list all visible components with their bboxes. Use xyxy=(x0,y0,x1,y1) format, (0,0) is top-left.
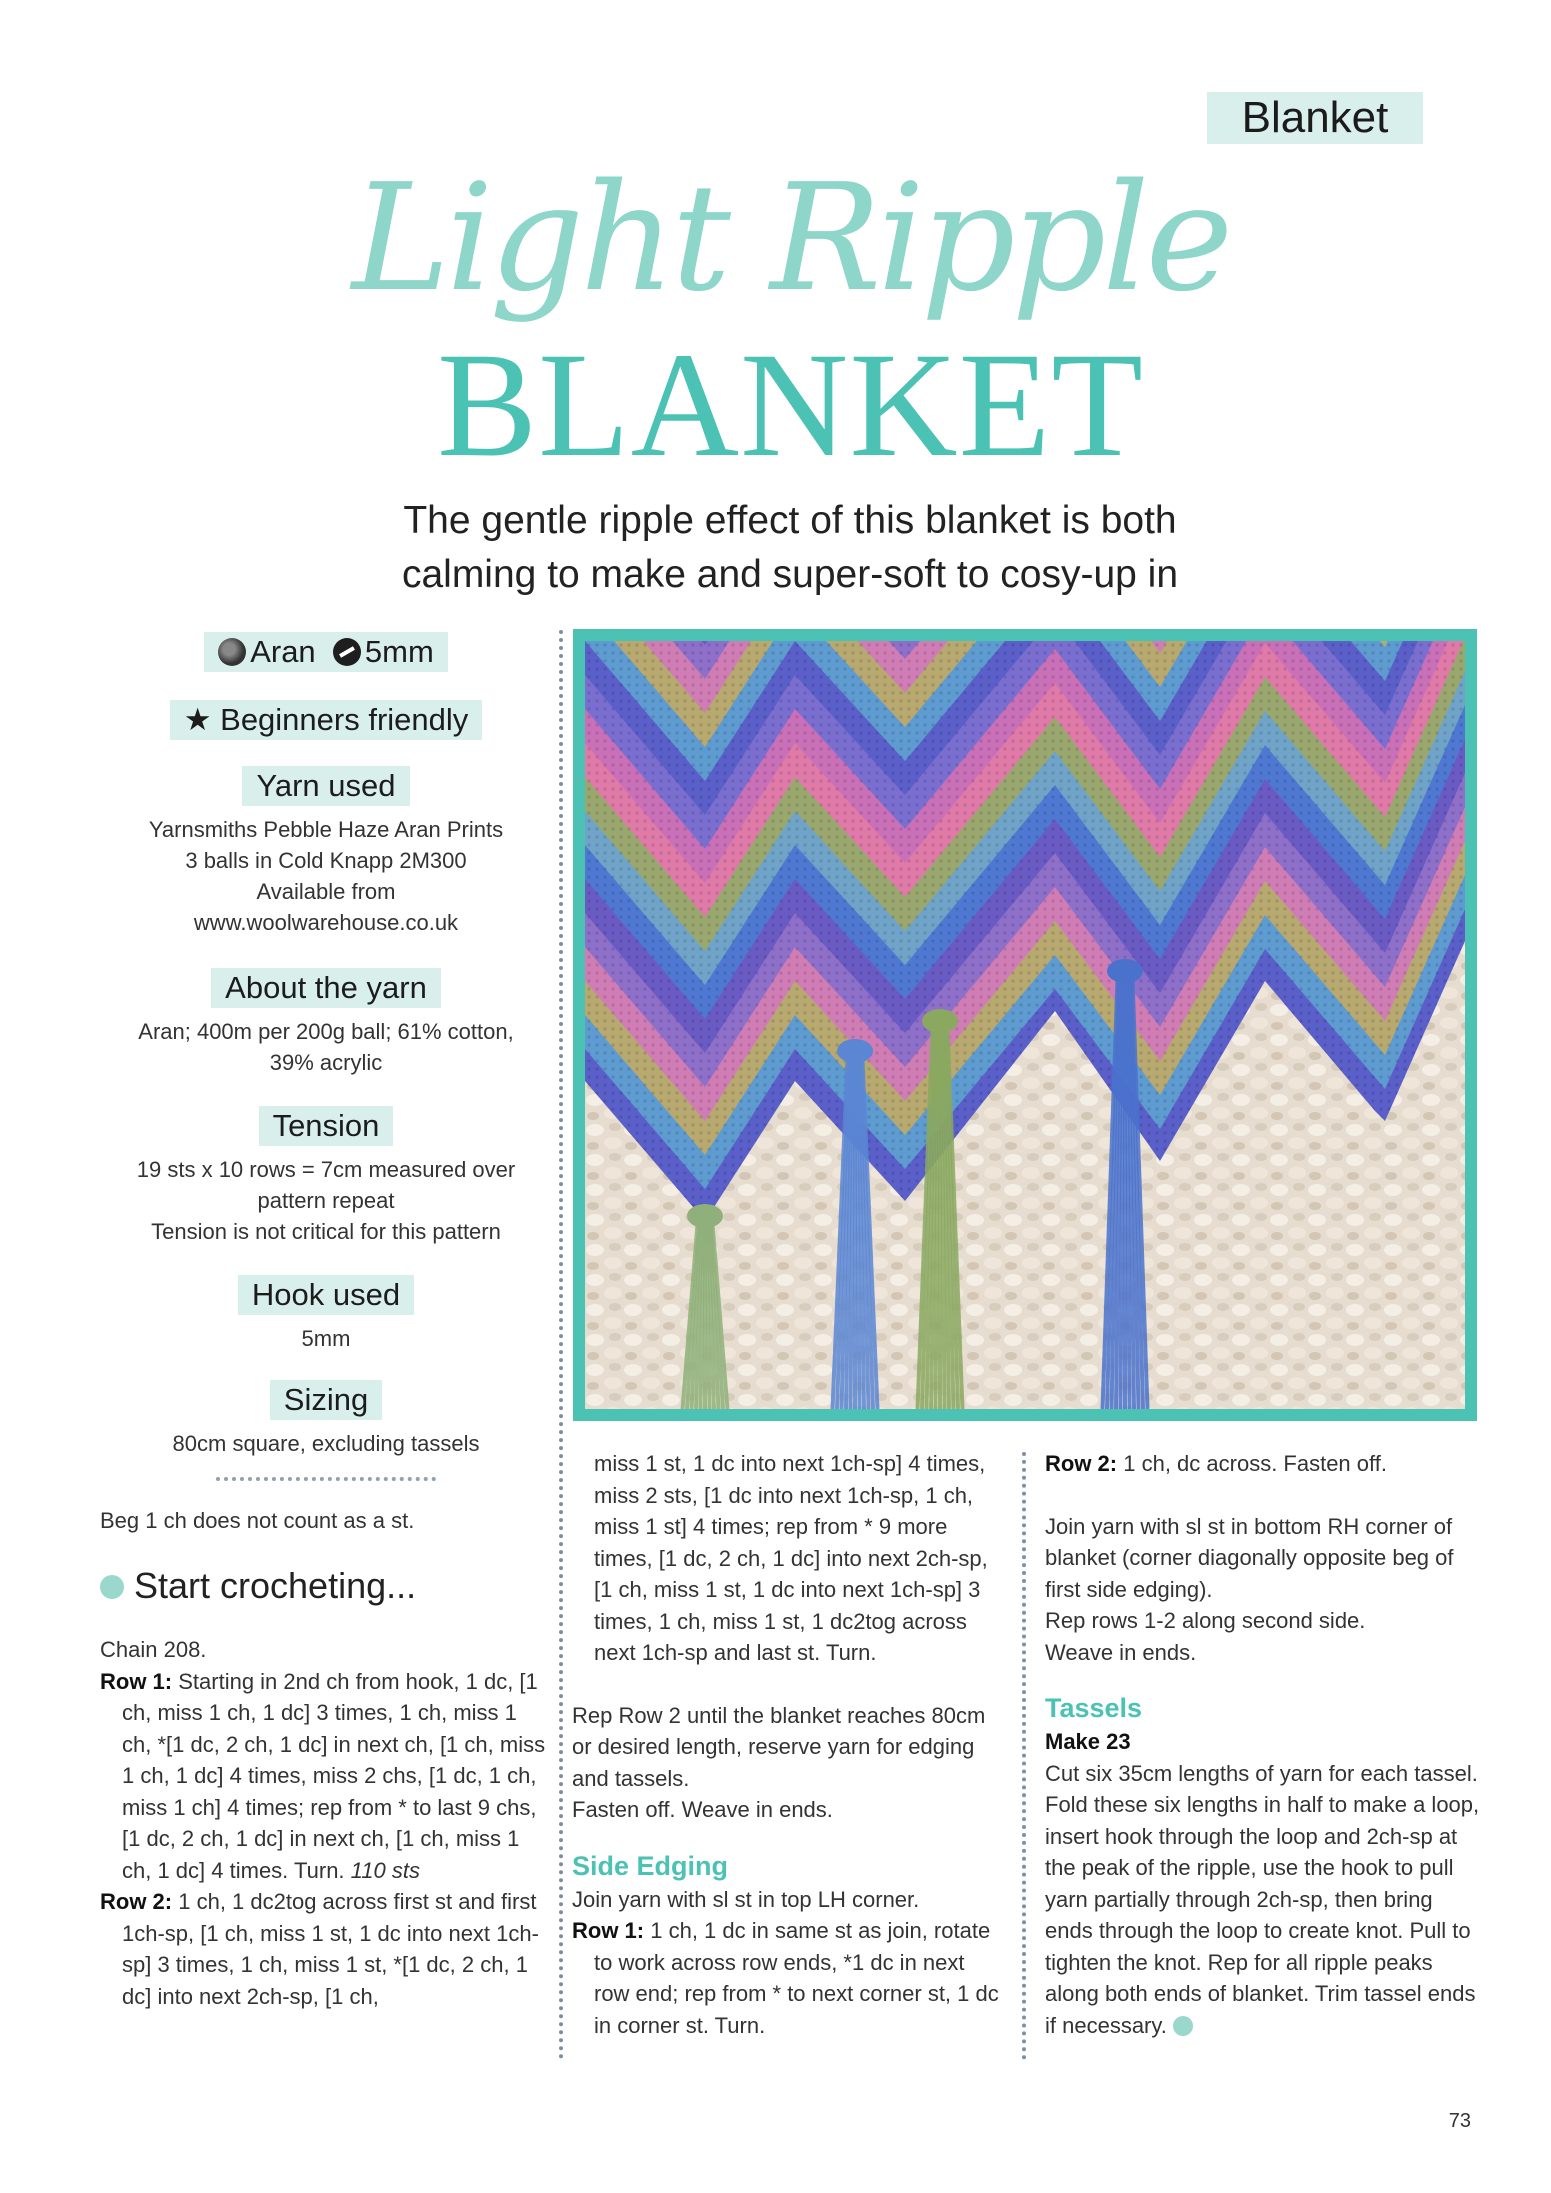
subtitle-line-2: calming to make and super-soft to cosy-up in xyxy=(401,553,1179,596)
pattern-right xyxy=(1045,1448,1485,2041)
side-edging-join: Join yarn with sl st in top LH corner. xyxy=(572,1886,920,1912)
yarn-used-info xyxy=(100,814,552,938)
end-mark-icon xyxy=(1173,2016,1193,2036)
row-2-label: Row 2: xyxy=(100,1889,173,1914)
dotted-divider xyxy=(216,1477,436,1481)
yarn-ball-icon xyxy=(218,638,246,666)
pattern-middle xyxy=(572,1448,1000,2041)
side-edging-row-2 xyxy=(1045,1448,1485,1480)
tension-line-2: pattern repeat xyxy=(257,1188,395,1213)
subtitle-line-1: The gentle ripple effect of this blanket is both xyxy=(403,499,1177,542)
row-1-text: Starting in 2nd ch from hook, 1 dc, [1 ch, miss 1 ch, 1 dc] 3 times, 1 ch, miss 1 ch, *[1 dc, 2 ch, 1 dc] in next ch, [1 ch, miss 1 ch, 1 dc] 4 times, miss 2 chs, [1 dc, 1 ch, miss 1 ch] 4 times; rep from * to last 9 chs, [1 dc, 2 ch, 1 dc] in next ch, [1 ch, miss 1 ch, 1 dc] 4 times. Turn. xyxy=(122,1668,546,1883)
tension-line-1: 19 sts x 10 rows = 7cm measured over xyxy=(136,1157,516,1182)
hook-used-value: 5mm xyxy=(301,1326,351,1351)
row-1-label: Row 1: xyxy=(100,1668,173,1694)
second-side-repeat: Rep rows 1-2 along second side. xyxy=(1045,1608,1366,1633)
chain-instruction: Chain 208. xyxy=(100,1637,207,1662)
hook-used-heading: Hook used xyxy=(238,1275,414,1315)
page-number: 73 xyxy=(1448,2110,1471,2132)
second-side-join: Join yarn with sl st in bottom RH corner of blanket (corner diagonally opposite beg of first side edging). xyxy=(1045,1513,1454,1602)
level-label: Beginners friendly xyxy=(220,702,469,737)
row-2-text: 1 ch, 1 dc2tog across first st and first 1ch-sp, [1 ch, miss 1 st, 1 dc into next 1ch-sp] 3 times, 1 ch, miss 1 st, *[1 dc, 2 ch, 1 dc] into next 2ch-sp, [1 ch, xyxy=(122,1889,539,2009)
spec-pill xyxy=(204,632,448,672)
yarn-colour: 3 balls in Cold Knapp 2M300 xyxy=(185,848,467,873)
pattern-left xyxy=(100,1634,552,2012)
column-divider-top xyxy=(559,630,563,2060)
repeat-row-2: Rep Row 2 until the blanket reaches 80cm or desired length, reserve yarn for edging and tassels. xyxy=(572,1702,986,1791)
weave-in: Weave in ends. xyxy=(1045,1639,1197,1665)
about-yarn-heading: About the yarn xyxy=(211,968,441,1008)
row-2-continued: miss 1 st, 1 dc into next 1ch-sp] 4 times, miss 2 sts, [1 dc into next 1ch-sp, 1 ch, miss 1 st] 4 times; rep from * 9 more times, [1 dc, 2 ch, 1 dc] into next 2ch-sp, [1 ch, miss 1 st, 1 dc into next 1ch-sp] 3 times, 1 ch, miss 1 st, 1 dc2tog across next 1ch-sp and last st. Turn. xyxy=(594,1451,988,1665)
side-row-2-text: 1 ch, dc across. Fasten off. xyxy=(1117,1451,1387,1476)
side-row-1-label: Row 1: xyxy=(572,1918,645,1943)
tassels-make: Make 23 xyxy=(1045,1729,1131,1754)
about-yarn-line-2: 39% acrylic xyxy=(269,1050,383,1075)
blanket-photo xyxy=(573,629,1477,1421)
tension-line-3: Tension is not critical for this pattern xyxy=(151,1219,501,1244)
start-heading-label: Start crocheting... xyxy=(134,1565,417,1606)
about-yarn-info xyxy=(100,1016,552,1078)
tassels-heading: Tassels xyxy=(1045,1693,1143,1723)
yarn-name: Yarnsmiths Pebble Haze Aran Prints xyxy=(148,817,504,842)
hook-size: 5mm xyxy=(364,634,434,669)
yarn-weight: Aran xyxy=(250,634,316,669)
tension-heading: Tension xyxy=(259,1106,394,1146)
side-edging-heading: Side Edging xyxy=(572,1850,729,1881)
blanket-photo-image xyxy=(585,641,1465,1409)
tassels-text: Cut six 35cm lengths of yarn for each tassel. Fold these six lengths in half to make a loop, insert hook through the loop and 2ch-sp at the peak of the ripple, use the hook to pull yarn partially through 2ch-sp, then bring ends through the loop to create knot. Pull to tighten the knot. Rep for all ripple peaks along both ends of blanket. Trim tassel ends if necessary. xyxy=(1045,1760,1480,2038)
tassels-instructions xyxy=(1045,1758,1485,2042)
yarn-used-heading: Yarn used xyxy=(242,766,409,806)
star-icon: ★ xyxy=(183,702,212,737)
start-heading xyxy=(100,1562,552,1610)
subtitle xyxy=(300,494,1280,602)
supplier-url: www.woolwarehouse.co.uk xyxy=(193,910,459,935)
about-yarn-line-1: Aran; 400m per 200g ball; 61% cotton, xyxy=(138,1019,514,1044)
tension-info xyxy=(100,1154,552,1247)
row-2 xyxy=(100,1886,552,2012)
side-row-2-label: Row 2: xyxy=(1045,1451,1118,1476)
level-pill xyxy=(170,700,483,740)
title-script: Light Ripple xyxy=(351,152,1230,324)
side-row-1-text: 1 ch, 1 dc in same st as join, rotate to work across row ends, *1 dc in next row end; rep from * to next corner st, 1 dc in corner st. Turn. xyxy=(594,1918,999,2038)
side-edging-row-1 xyxy=(572,1915,1000,2041)
section-tag: Blanket xyxy=(1207,92,1423,144)
stitch-note: Beg 1 ch does not count as a st. xyxy=(100,1508,415,1533)
row-1 xyxy=(100,1666,552,1887)
column-divider-right xyxy=(1022,1452,1026,2060)
sizing-heading: Sizing xyxy=(270,1380,382,1420)
row-1-count: 110 sts xyxy=(350,1857,420,1883)
yarn-ball-icon xyxy=(100,1575,124,1599)
left-column xyxy=(100,632,552,2012)
sizing-value: 80cm square, excluding tassels xyxy=(172,1431,480,1456)
hook-icon xyxy=(333,638,361,666)
title-main: BLANKET xyxy=(437,322,1144,488)
availability: Available from xyxy=(256,879,396,904)
fasten-off: Fasten off. Weave in ends. xyxy=(572,1797,833,1822)
